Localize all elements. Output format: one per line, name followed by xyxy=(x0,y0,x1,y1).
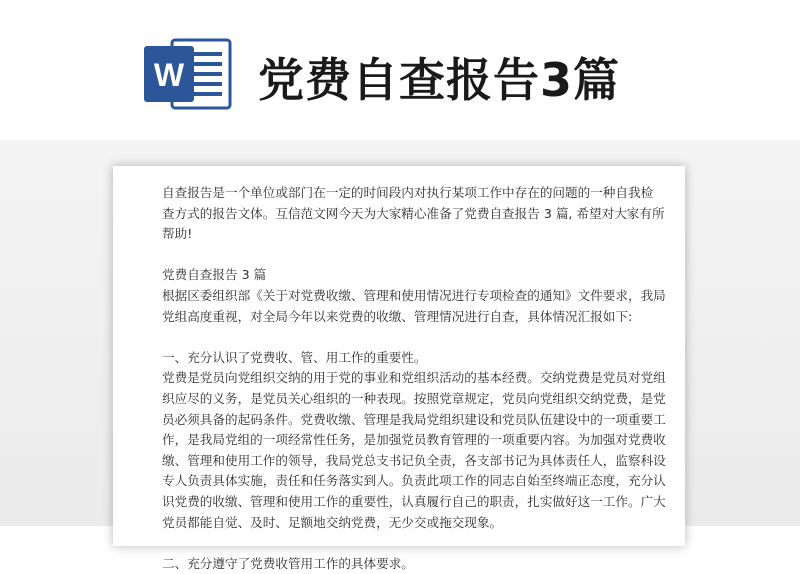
page-title: 党费自查报告3篇 xyxy=(258,53,621,107)
word-document-icon xyxy=(142,36,232,112)
word-letter: W xyxy=(153,57,185,93)
page-header xyxy=(0,0,800,140)
document-body xyxy=(162,183,666,574)
document-line xyxy=(162,245,658,266)
document-line: 党员都能自觉、及时、足额地交纳党费，无少交或拖交现象。 xyxy=(162,514,503,530)
document-line xyxy=(162,533,658,554)
document-line: 党费是党员向党组织交纳的用于党的事业和党组织活动的基本经费。交纳党费是党员对党组 xyxy=(162,370,666,386)
document-line: 作，是我局党组的一项经常性任务，是加强党员教育管理的一项重要内容。为加强对党费收 xyxy=(162,432,666,448)
document-page xyxy=(113,166,685,571)
document-line: 织应尽的义务，是党员关心组织的一种表现。按照党章规定，党员向党组织交纳党费，是党 xyxy=(162,390,666,406)
document-line: 缴、管理和使用工作的领导，我局党总支书记负全责，各支部书记为具体责任人，监察科设 xyxy=(162,452,666,468)
document-line: 二、充分遵守了党费收管用工作的具体要求。 xyxy=(162,555,414,571)
document-line: 查方式的报告文体。互信范文网今天为大家精心准备了党费自查报告 3 篇, 希望对大家有所 xyxy=(162,205,665,221)
document-line: 根据区委组织部《关于对党费收缴、管理和使用情况进行专项检查的通知》文件要求，我局 xyxy=(162,287,666,303)
document-line: 专人负责具体实施，责任和任务落实到人。负责此项工作的同志自始至终端正态度，充分认 xyxy=(162,473,666,489)
document-line: 党费自查报告 3 篇 xyxy=(162,267,267,283)
document-line: 识党费的收缴、管理和使用工作的重要性，认真履行自己的职责，扎实做好这一工作。广大 xyxy=(162,493,666,509)
document-line: 一、充分认识了党费收、管、用工作的重要性。 xyxy=(162,349,427,365)
document-line: 帮助! xyxy=(162,226,193,242)
document-line: 员必须具备的起码条件。党费收缴、管理是我局党组织建设和党员队伍建设中的一项重要工 xyxy=(162,411,666,427)
document-line xyxy=(162,327,658,348)
document-line: 党组高度重视，对全局今年以来党费的收缴、管理情况进行自查，具体情况汇报如下: xyxy=(162,308,633,324)
document-line: 自查报告是一个单位或部门在一定的时间段内对执行某项工作中存在的问题的一种自我检 xyxy=(162,185,654,200)
